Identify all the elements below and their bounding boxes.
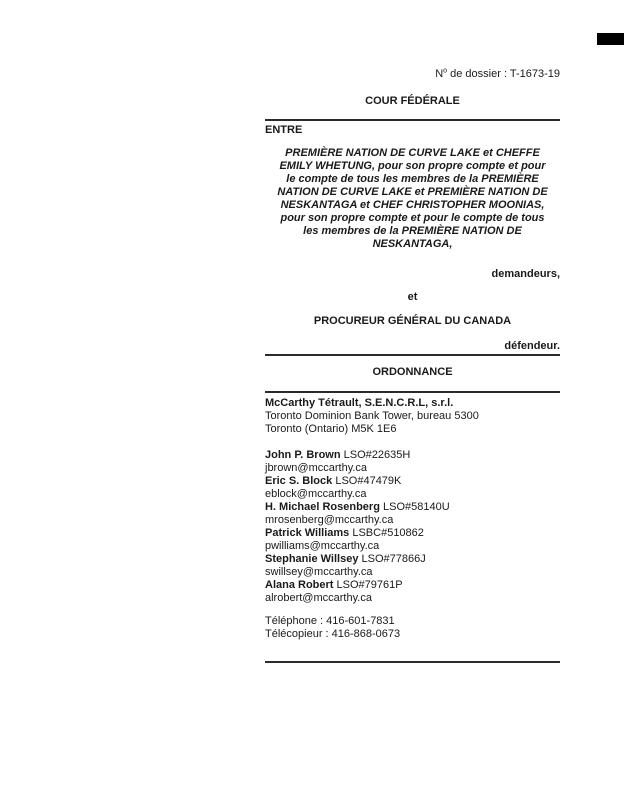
law-firm-block <box>265 397 560 436</box>
party-line: NESKANTAGA et CHEF CHRISTOPHER MOONIAS, <box>280 199 545 211</box>
lawyer-name-line <box>265 501 560 514</box>
lawyers-list <box>265 449 560 605</box>
lawyer-bar-id: LSO#58140U <box>382 501 450 513</box>
lawyer-entry <box>265 475 560 501</box>
party-line: NESKANTAGA, <box>372 238 453 250</box>
between-label: ENTRE <box>265 124 303 136</box>
lawyer-bar-id: LSO#47479K <box>335 475 402 487</box>
document-column <box>265 0 560 663</box>
lawyer-name-line <box>265 449 560 462</box>
party-line: les membres de la PREMIÈRE NATION DE <box>303 225 522 237</box>
rule-above-firm <box>265 391 560 393</box>
lawyer-name-line <box>265 553 560 566</box>
lawyer-name-line <box>265 579 560 592</box>
file-number-prefix: N <box>435 68 444 80</box>
lawyer-entry <box>265 501 560 527</box>
lawyer-name: H. Michael Rosenberg <box>265 501 380 513</box>
contact-block <box>265 615 560 641</box>
party-line: EMILY WHETUNG, pour son propre compte et pour <box>279 160 546 172</box>
court-name: COUR FÉDÉRALE <box>365 95 460 107</box>
lawyer-name-line <box>265 475 560 488</box>
lawyer-name: Stephanie Willsey <box>265 553 359 565</box>
plaintiffs-style-of-cause <box>265 147 560 251</box>
lawyer-name: Eric S. Block <box>265 475 333 487</box>
law-firm-address-line1: Toronto Dominion Bank Tower, bureau 5300 <box>265 410 479 422</box>
lawyer-email: jbrown@mccarthy.ca <box>265 462 368 474</box>
law-firm-name: McCarthy Tétrault, S.E.N.C.R.L, s.r.l. <box>265 397 454 409</box>
rule-below-defendant <box>265 354 560 356</box>
party-line: pour son propre compte et pour le compte de tous <box>280 212 545 224</box>
file-number-superscript: o <box>443 67 448 75</box>
lawyer-email: alrobert@mccarthy.ca <box>265 592 372 604</box>
party-line: le compte de tous les membres de la PREMIÈRE <box>286 173 539 185</box>
lawyer-bar-id: LSO#79761P <box>336 579 403 591</box>
party-line: PREMIÈRE NATION DE CURVE LAKE et CHEFFE <box>285 147 540 159</box>
fax-line: Télécopieur : 416-868-0673 <box>265 628 401 640</box>
lawyer-name: Alana Robert <box>265 579 334 591</box>
lawyer-email: eblock@mccarthy.ca <box>265 488 367 500</box>
rule-bottom <box>265 661 560 663</box>
scan-artifact-mark <box>597 33 624 45</box>
lawyer-bar-id: LSBC#510862 <box>352 527 424 539</box>
law-firm-address-line2: Toronto (Ontario) M5K 1E6 <box>265 423 397 435</box>
document-title: ORDONNANCE <box>372 366 453 378</box>
rule-above-between <box>265 119 560 121</box>
lawyer-email: swillsey@mccarthy.ca <box>265 566 373 578</box>
lawyer-bar-id: LSO#77866J <box>361 553 426 565</box>
file-number <box>265 68 560 81</box>
lawyer-name: Patrick Williams <box>265 527 350 539</box>
defendant-name: PROCUREUR GÉNÉRAL DU CANADA <box>313 315 512 327</box>
lawyer-email: mrosenberg@mccarthy.ca <box>265 514 394 526</box>
plaintiffs-role: demandeurs, <box>491 268 560 280</box>
conjunction: et <box>407 291 418 303</box>
lawyer-entry <box>265 449 560 475</box>
defendant-role: défendeur. <box>504 340 560 352</box>
phone-line: Téléphone : 416-601-7831 <box>265 615 395 627</box>
lawyer-entry <box>265 527 560 553</box>
lawyer-entry <box>265 579 560 605</box>
lawyer-entry <box>265 553 560 579</box>
lawyer-name-line <box>265 527 560 540</box>
file-number-text: de dossier : T-1673-19 <box>447 68 560 80</box>
lawyer-email: pwilliams@mccarthy.ca <box>265 540 380 552</box>
party-line: NATION DE CURVE LAKE et PREMIÈRE NATION DE <box>277 186 548 198</box>
lawyer-name: John P. Brown <box>265 449 341 461</box>
lawyer-bar-id: LSO#22635H <box>343 449 411 461</box>
